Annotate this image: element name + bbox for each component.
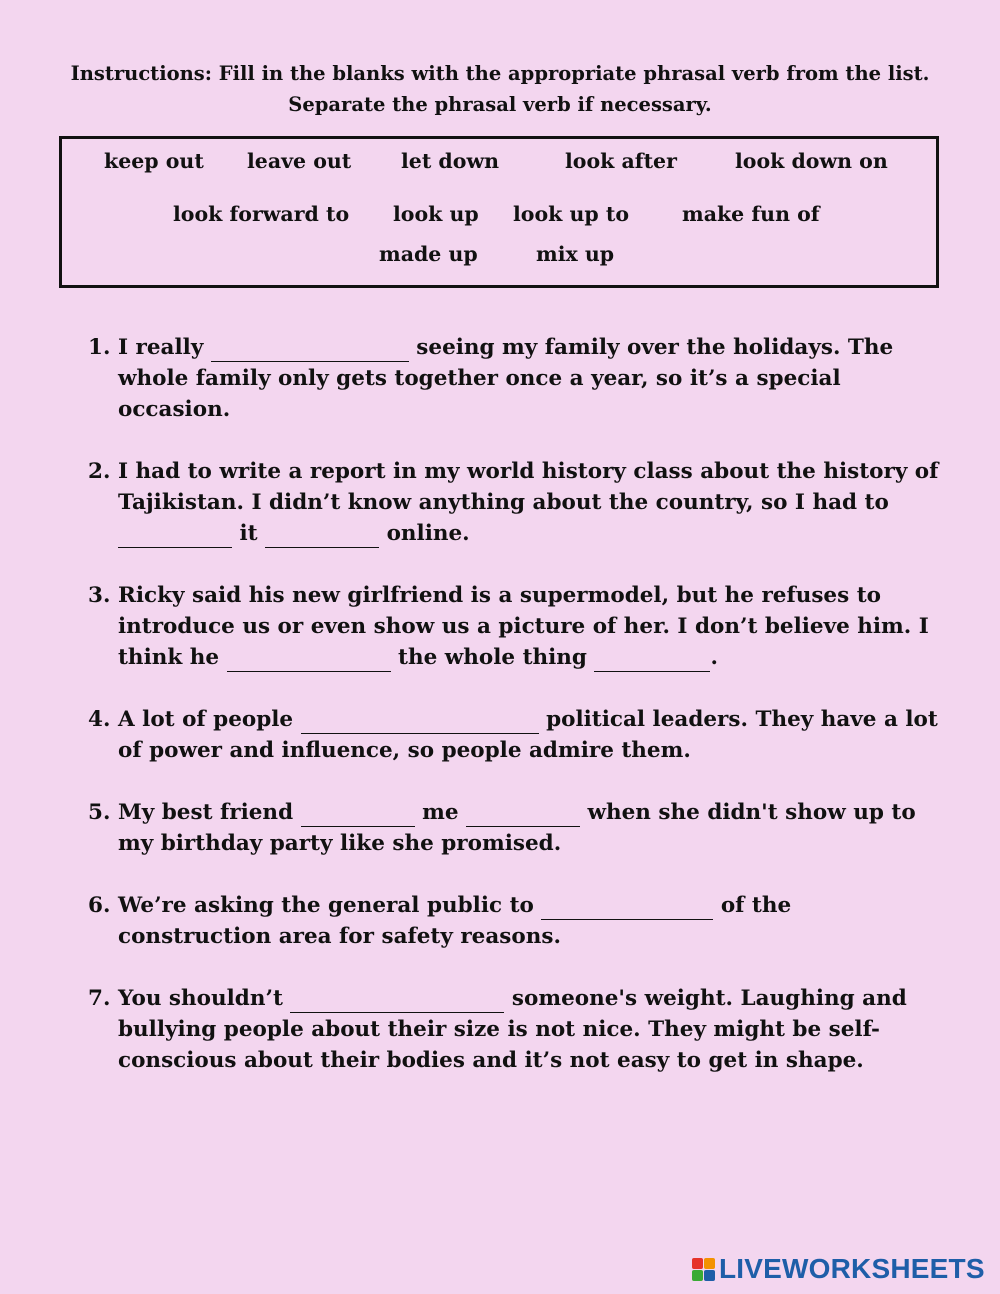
answer-blank-5b[interactable] (466, 804, 580, 827)
verb-make-fun-of: make fun of (682, 202, 820, 226)
verb-look-after: look after (565, 149, 677, 173)
question-number: 5. (88, 800, 111, 825)
question-6 (88, 890, 948, 952)
question-number: 7. (88, 986, 111, 1011)
verb-look-down-on: look down on (735, 149, 888, 173)
question-number: 3. (88, 583, 111, 608)
verb-keep-out: keep out (104, 149, 204, 173)
question-5 (88, 797, 948, 859)
verb-made-up: made up (379, 242, 478, 266)
answer-blank-2a[interactable] (118, 525, 232, 548)
verb-look-up: look up (393, 202, 479, 226)
question-number: 1. (88, 335, 111, 360)
question-text: when she didn't show up to my birthday party like she promised. (118, 800, 916, 856)
question-text: I really (118, 335, 211, 360)
answer-blank-2b[interactable] (265, 525, 379, 548)
question-text: me (414, 800, 466, 825)
logo-square-red (692, 1258, 703, 1269)
verb-let-down: let down (401, 149, 499, 173)
question-number: 4. (88, 707, 111, 732)
question-text: online. (379, 521, 470, 546)
question-number: 6. (88, 893, 111, 918)
question-text: We’re asking the general public to (118, 893, 542, 918)
instructions: Instructions: Fill in the blanks with the appropriate phrasal verb from the list. Separate the phrasal verb if necessary. (70, 62, 930, 116)
question-text: political leaders. They have a lot of power and influence, so people admire them. (118, 707, 938, 763)
question-number: 2. (88, 459, 111, 484)
liveworksheets-logo-icon (692, 1258, 715, 1281)
question-4 (88, 704, 948, 766)
answer-blank-4[interactable] (301, 711, 539, 734)
question-text: Ricky said his new girlfriend is a supermodel, but he refuses to introduce us or even show us a picture of her. I don’t believe him. I think he (118, 583, 929, 670)
question-text: the whole thing (390, 645, 595, 670)
question-text: someone's weight. Laughing and bullying people about their size is not nice. They might be self-conscious about their bodies and it’s not easy to get in shape. (118, 986, 907, 1073)
question-text: of the construction area for safety reasons. (118, 893, 792, 949)
question-text: seeing my family over the holidays. The whole family only gets together once a year, so it’s a special occasion. (118, 335, 894, 422)
answer-blank-1[interactable] (211, 339, 409, 362)
answer-blank-5a[interactable] (301, 804, 415, 827)
liveworksheets-logo[interactable] (692, 1254, 985, 1284)
answer-blank-3b[interactable] (594, 649, 710, 672)
question-text: I had to write a report in my world history class about the history of Tajikistan. I didn’t know anything about the country, so I had to (118, 459, 939, 515)
verb-look-forward-to: look forward to (173, 202, 350, 226)
question-2 (88, 456, 948, 549)
logo-square-green (692, 1270, 703, 1281)
question-text: it (232, 521, 266, 546)
question-text: You shouldn’t (118, 986, 291, 1011)
question-text: . (710, 645, 718, 670)
logo-square-blue (704, 1270, 715, 1281)
answer-blank-7[interactable] (290, 990, 504, 1013)
question-3 (88, 580, 948, 673)
question-7 (88, 983, 948, 1076)
answer-blank-3a[interactable] (227, 649, 391, 672)
question-text: A lot of people (118, 707, 301, 732)
verb-mix-up: mix up (536, 242, 615, 266)
logo-square-orange (704, 1258, 715, 1269)
answer-blank-6[interactable] (541, 897, 713, 920)
question-1 (88, 332, 948, 425)
phrasal-verb-list (59, 136, 939, 288)
verb-leave-out: leave out (247, 149, 352, 173)
question-text: My best friend (118, 800, 301, 825)
logo-text: LIVEWORKSHEETS (719, 1253, 985, 1284)
verb-look-up-to: look up to (513, 202, 629, 226)
